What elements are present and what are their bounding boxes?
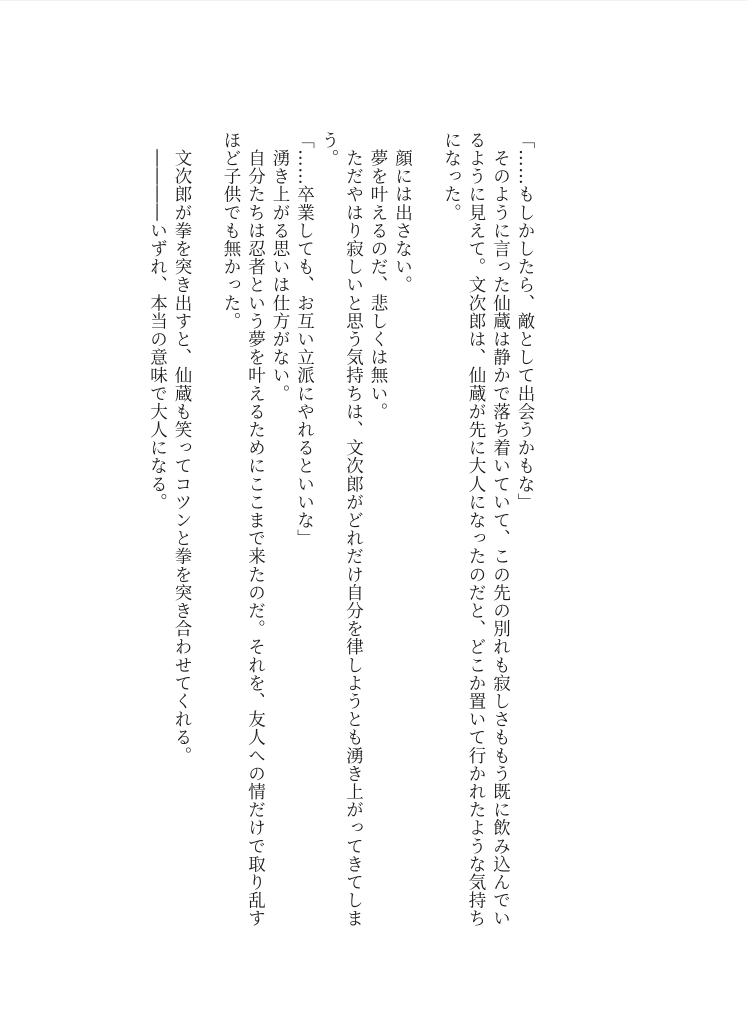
text-line: 自分たちは忍者という夢を叶えるためにここまで来たのだ。それを、友人への情だけで取り乱す [245, 131, 266, 928]
text-line: そのように言った仙蔵は静かで落ち着いていて、この先の別れも寂しさももう既に飲み込んでい [490, 131, 511, 928]
blank-line [194, 131, 219, 911]
vertical-text-body [77, 131, 537, 928]
text-line: になった。 [441, 131, 462, 222]
text-line: 夢を叶えるのだ、悲しくは無い。 [368, 131, 388, 421]
text-line: ただやはり寂しいと思う気持ちは、文次郎がどれだけ自分を律しようとも湧き上がってきてしま [343, 131, 364, 928]
text-line: 湧き上がる思いは仕方がない。 [270, 131, 290, 403]
text-line: 顔には出さない。 [392, 131, 413, 294]
text-line: ――――いずれ、本当の意味で大人になる。 [147, 131, 168, 512]
text-line: 「……もしかしたら、敵として出会うかもな」 [515, 131, 535, 512]
blank-line [415, 131, 440, 911]
text-line: う。 [319, 131, 339, 168]
text-line: 文次郎が拳を突き出すと、仙蔵も笑ってコツンと拳を突き合わせてくれる。 [172, 131, 192, 765]
text-line: ほど子供でも無かった。 [221, 131, 241, 331]
text-line: 「……卒業しても、お互い立派にやれるといいな」 [294, 131, 315, 548]
text-line: るように見えて。文次郎は、仙蔵が先に大人になったのだと、どこか置いて行かれたような気持ち [466, 131, 486, 928]
